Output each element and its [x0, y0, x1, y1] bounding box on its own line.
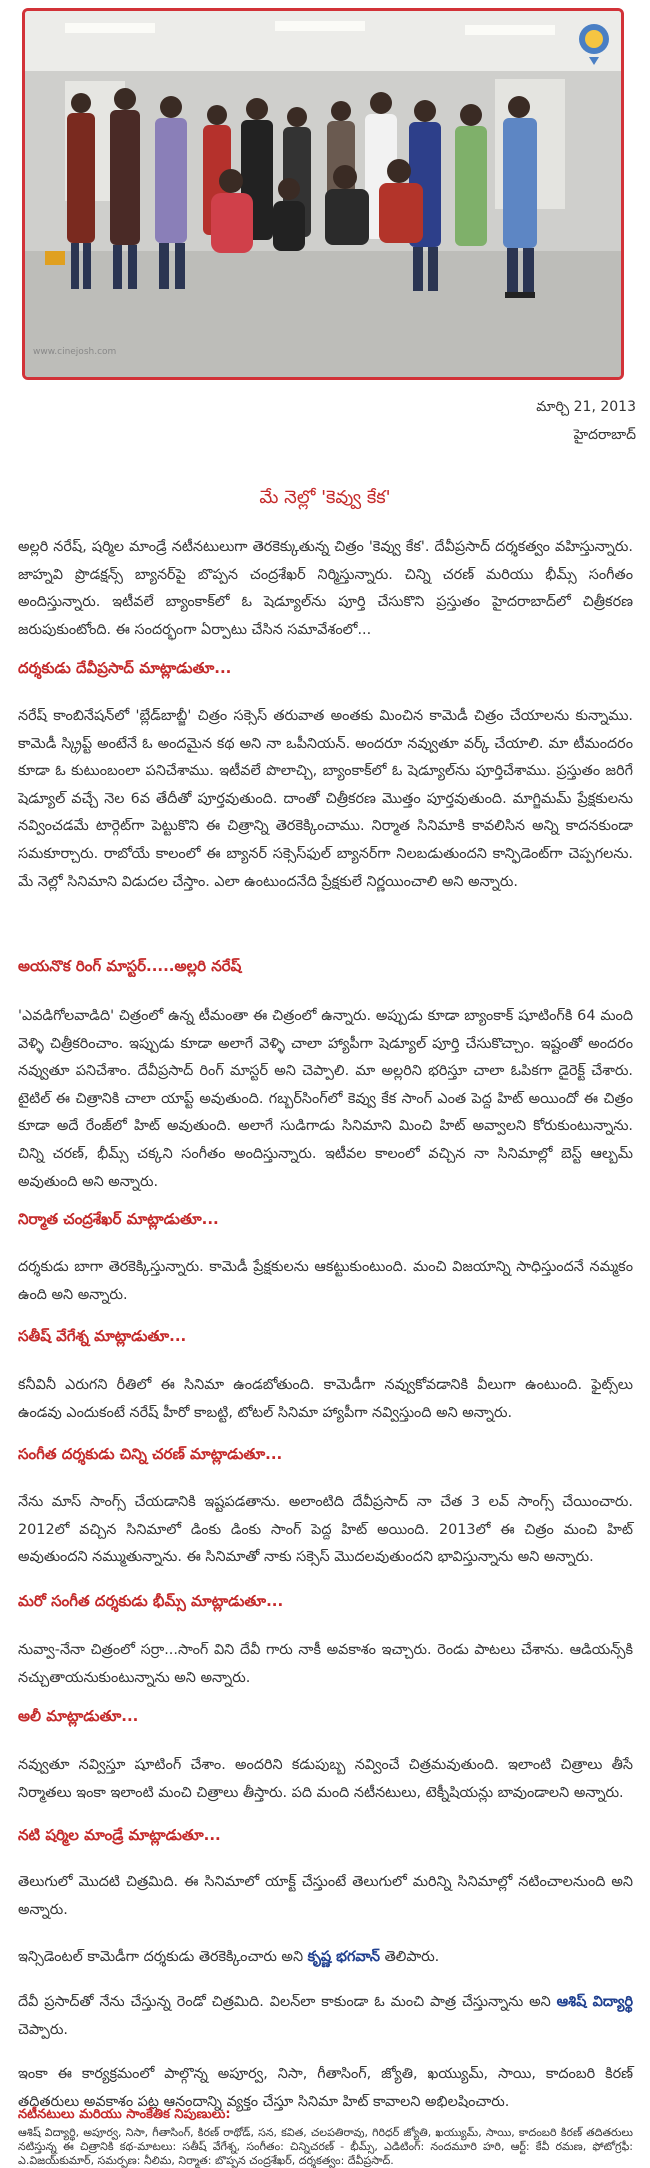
credits-heading: నటీనటులు మరియు సాంకేతిక నిపుణులు:: [18, 2107, 231, 2122]
ashish-text-pre: దేవీ ప్రసాద్‌తో నేను చేస్తున్న రెండో చిత్రమిది. విలన్‌లా కాకుండా ఓ మంచి పాత్ర చేస్తున్నాను అని: [18, 1994, 557, 2010]
closing-paragraph: ఇంకా ఈ కార్యక్రమంలో పాల్గొన్న అపూర్వ, నిసా, గీతాసింగ్, జ్యోతి, ఖయ్యుమ్, సాయి, కాదంబరి కిరణ్ తదితరులు అవకాశం పట్ల ఆనందాన్ని వ్యక్తం చేస్తూ సినిమా హిట్ కావాలని అభిలషించారు.: [18, 2066, 633, 2110]
press-meet-photo: [22, 8, 624, 380]
section-body-ali: నవ్వుతూ నవ్విస్తూ షూటింగ్ చేశాం. అందరిని కడుపుబ్బ నవ్వించే చిత్రమవుతుంది. ఇలాంటి చిత్రాలు తీసే నిర్మాతలు ఇంకా ఇలాంటి మంచి చిత్రాలు తీస్తారు. పది మంది నటీనటులు, టెక్నీషియన్లు బావుండాలని అన్నారు.: [18, 1757, 633, 1801]
location-text: హైదరాబాద్: [573, 427, 636, 443]
section-heading-director: దర్శకుడు దేవీప్రసాద్ మాట్లాడుతూ...: [18, 659, 232, 677]
intro-paragraph: అల్లరి నరేష్, షర్మిల మాండ్రే నటీనటులుగా తెరకెక్కుతున్న చిత్రం 'కెవ్వు కేక'. దేవీప్రసాద్ దర్శకత్వం వహిస్తున్నారు. జాహ్నవి ప్రొడక్షన్స్ బ్యానర్‌పై బొప్పన చంద్రశేఖర్ నిర్మిస్తున్నారు. చిన్ని చరణ్ మరియు భీమ్స్ సంగీతం అందిస్తున్నారు. ఇటీవలే బ్యాంకాక్‌లో ఓ షెడ్యూల్‌ను పూర్తి చేసుకొని ప్రస్తుతం హైదరాబాద్‌లో చిత్రీకరణ జరుపుకుంటోంది. ఈ సందర్భంగా ఏర్పాటు చేసిన సమావేశంలో...: [18, 539, 633, 638]
section-heading-producer: నిర్మాత చంద్రశేఖర్ మాట్లాడుతూ...: [18, 1210, 219, 1228]
photo-watermark: www.cinejosh.com: [33, 347, 117, 357]
section-heading-satish: సతీష్ వేగేశ్న మాట్లాడుతూ...: [18, 1327, 187, 1345]
section-body-sharmila: తెలుగులో మొదటి చిత్రమిది. ఈ సినిమాలో యాక్ట్ చేస్తుంటే తెలుగులో మరిన్ని సినిమాల్లో నటించాలనుంది అని అన్నారు.: [18, 1874, 633, 1918]
section-heading-sharmila: నటి షర్మిల మాండ్రే మాట్లాడుతూ...: [18, 1826, 221, 1844]
ashish-text-post: చెప్పారు.: [18, 2021, 68, 2038]
krishna-bhagavan-link[interactable]: కృష్ణ భగవాన్: [307, 1949, 381, 1965]
section-body-satish: కనీవినీ ఎరుగని రీతిలో ఈ సినిమా ఉండబోతుంది. కామెడీగా నవ్వుకోవడానికి వీలుగా ఉంటుంది. ఫైట్స్‌లు ఉండవు ఎందుకంటే నరేష్ హీరో కాబట్టి, టోటల్ సినిమా హ్యాపీగా నవ్విస్తుంది అని అన్నారు.: [18, 1377, 633, 1421]
site-logo-icon: [577, 21, 611, 67]
section-body-chinni-charan: నేను మాస్ సాంగ్స్ చేయడానికి ఇష్టపడతాను. అలాంటిది దేవీప్రసాద్ నా చేత 3 లవ్ సాంగ్స్ చేయించారు. 2012లో వచ్చిన సినిమాలో డింకు డింకు సాంగ్ పెద్ద హిట్ అయింది. 2013లో ఈ చిత్రం మంచి హిట్ అవుతుందని నమ్ముతున్నాను. ఈ సినిమాతో నాకు సక్సెస్ మొదలవుతుందని భావిస్తున్నాను అని అన్నారు.: [18, 1494, 633, 1566]
article-headline: మే నెల్లో 'కెవ్వు కేక': [259, 487, 391, 508]
ashish-vidyarthi-link[interactable]: ఆశిష్ విద్యార్థి: [556, 1994, 633, 2010]
krishna-bhagavan-paragraph: [18, 1944, 633, 1972]
section-heading-chinni-charan: సంగీత దర్శకుడు చిన్ని చరణ్ మాట్లాడుతూ...: [18, 1445, 283, 1463]
section-body-bheems: నువ్వా-నేనా చిత్రంలో సర్రా...సాంగ్ విని దేవీ గారు నాకీ అవకాశం ఇచ్చారు. రెండు పాటలు చేశాను. ఆడియన్స్‌కి నచ్చుతాయనుకుంటున్నాను అని అన్నారు.: [18, 1642, 633, 1686]
group-photo-image: [25, 11, 621, 377]
section-heading-bheems: మరో సంగీత దర్శకుడు భీమ్స్ మాట్లాడుతూ...: [18, 1592, 284, 1610]
section-heading-ali: అలీ మాట్లాడుతూ...: [18, 1707, 139, 1725]
section-body-producer: దర్శకుడు బాగా తెరకెక్కిస్తున్నారు. కామెడీ ప్రేక్షకులను ఆకట్టుకుంటుంది. మంచి విజయాన్ని సాధిస్తుందనే నమ్మకం ఉంది అని అన్నారు.: [18, 1259, 633, 1303]
credits-body: ఆశిష్ విద్యార్థి, అపూర్వ, నిసా, గీతాసింగ్, కిరణ్ రాథోడ్, సన, కవిత, చలపతిరావు, గిరిధర్ జ్యోతి, ఖయ్యుమ్, సాయి, కాదంబరి కిరణ్ తదితరులు నటిస్తున్న ఈ చిత్రానికి కథ-మాటలు: సతీష్ వేగేశ్న, సంగీతం: చిన్నిచరణ్ - భీమ్స్, ఎడిటింగ్: నందమూరి హరి, ఆర్ట్: కేవీ రమణ, ఫోటోగ్రఫీ: ఎ.విజయ్‌కుమార్, సమర్పణ: నీలిమ, నిర్మాత: బొప్పన చంద్రశేఖర్, దర్శకత్వం: దేవీప్రసాద్.: [18, 2126, 633, 2167]
section-heading-naresh: అయనొక రింగ్ మాస్టర్.....అల్లరి నరేష్: [18, 957, 242, 975]
krishna-text-post: తెలిపారు.: [380, 1949, 440, 1965]
date-text: మార్చి 21, 2013: [536, 399, 636, 415]
krishna-text-pre: ఇన్సిడెంటల్ కామెడీగా దర్శకుడు తెరకెక్కించారు అని: [18, 1949, 308, 1965]
ashish-paragraph: [18, 1989, 633, 2044]
section-body-naresh: 'ఎవడిగోలవాడిది' చిత్రంలో ఉన్న టీమంతా ఈ చిత్రంలో ఉన్నారు. అప్పుడు కూడా బ్యాంకాక్ షూటింగ్‌కి 64 మంది వెళ్ళి చిత్రీకరించాం. ఇప్పుడు కూడా అలాగే వెళ్ళి చాలా హ్యాపీగా షెడ్యూల్ పూర్తి చేసుకొచ్చాం. ఇష్టంతో అందరం నవ్వుతూ పనిచేశాం. దేవీప్రసాద్ రింగ్ మాస్టర్ అని చెప్పాలి. మా అల్లరిని భరిస్తూ చాలా ఓపికగా డైరెక్ట్ చేశారు. టైటిల్ ఈ చిత్రానికి చాలా యాప్ట్ అవుతుంది. గబ్బర్‌సింగ్‌లో కెవ్వు కేక సాంగ్ ఎంత పెద్ద హిట్ అయిందో ఈ చిత్రం కూడా అదే రేంజ్‌లో హిట్ అవుతుంది. అలాగే సుడిగాడు సినిమాని మించి హిట్ అవ్వాలని కోరుకుంటున్నాను. చిన్ని చరణ్, భీమ్స్ చక్కని సంగీతం అందిస్తున్నారు. ఇటీవల కాలంలో వచ్చిన నా సినిమాల్లో బెస్ట్ ఆల్బమ్ అవుతుంది అని అన్నారు.: [18, 1008, 633, 1190]
section-body-director: నరేష్ కాంబినేషన్‌లో 'బ్లేడ్‌బాబ్జీ' చిత్రం సక్సెస్ తరువాత అంతకు మించిన కామెడీ చిత్రం చేయాలను కున్నాము. కామెడీ స్క్రిప్ట్ అంటేనే ఓ అందమైన కథ అని నా ఒపీనియన్. అందరూ నవ్వుతూ వర్క్ చేయాలి. మా టీమందరం కూడా ఓ కుటుంబంలా పనిచేశాము. ఇటీవలే పొలాచ్చి, బ్యాంకాక్‌లో ఓ షెడ్యూల్‌ను పూర్తిచేశాము. ప్రస్తుతం జరిగే షెడ్యూల్ వచ్చే నెల 6వ తేదీతో పూర్తవుతుంది. దాంతో చిత్రీకరణ మొత్తం పూర్తవుతుంది. మాగ్జిమమ్ ప్రేక్షకులను నవ్వించడమే టార్గెట్‌గా పెట్టుకొని ఈ చిత్రాన్ని తెరకెక్కించాము. నిర్మాత సినిమాకి కావలిసిన అన్ని కాదనకుండా సమకూర్చారు. రాబోయే కాలంలో ఈ బ్యానర్ సక్సెస్‌ఫుల్ బ్యానర్‌గా నిలబడుతుందని కాన్ఫిడెంట్‌గా చెప్పగలను. మే నెల్లో సినిమాని విడుదల చేస్తాం. ఎలా ఉంటుందనేది ప్రేక్షకులే నిర్ణయించాలి అని అన్నారు.: [18, 708, 633, 890]
